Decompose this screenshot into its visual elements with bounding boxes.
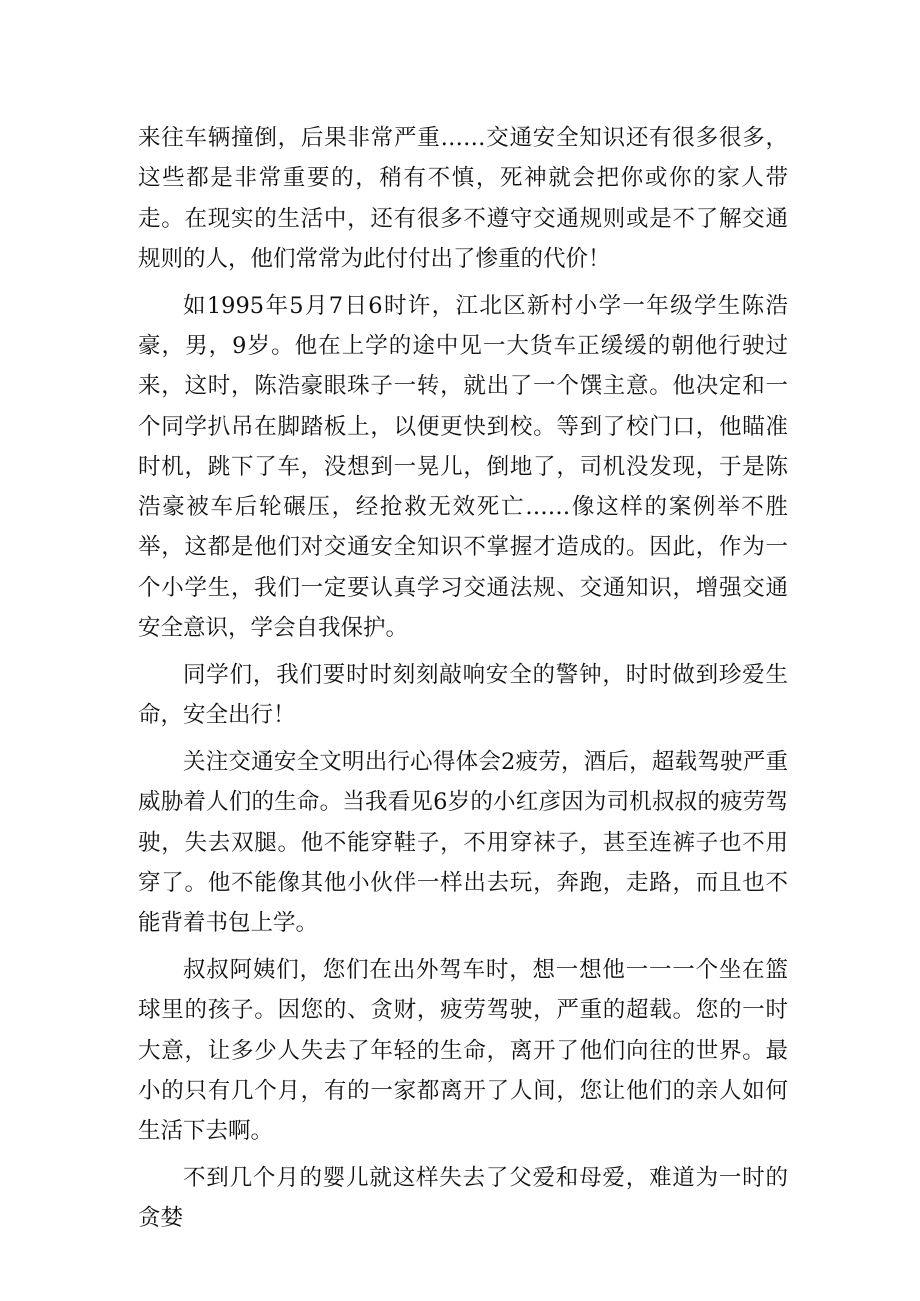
paragraph-1: 来往车辆撞倒，后果非常严重……交通安全知识还有很多很多，这些都是非常重要的，稍有不慎，死神就会把你或你的家人带走。在现实的生活中，还有很多不遵守交通规则或是不了解交通规则的人，他们常常为此付付出了惨重的代价！ — [138, 125, 788, 272]
paragraph-6: 不到几个月的婴儿就这样失去了父爱和母爱，难道为一时的贪婪 — [138, 1164, 788, 1232]
document-body — [138, 118, 788, 1245]
paragraph-5: 叔叔阿姨们，您们在出外驾车时，想一想他一一一个坐在篮球里的孩子。因您的、贪财，疲劳驾驶，严重的超载。您的一时大意，让多少人失去了年轻的生命，离开了他们向往的世界。最小的只有几个月，有的一家都离开了人间，您让他们的亲人如何生活下去啊。 — [138, 956, 788, 1145]
paragraph-3: 同学们，我们要时时刻刻敲响安全的警钟，时时做到珍爱生命，安全出行！ — [138, 661, 788, 729]
paragraph-4: 关注交通安全文明出行心得体会2疲劳，酒后，超载驾驶严重威胁着人们的生命。当我看见6岁的小红彦因为司机叔叔的疲劳驾驶，失去双腿。他不能穿鞋子，不用穿袜子，甚至连裤子也不用穿了。他不能像其他小伙伴一样出去玩，奔跑，走路，而且也不能背着书包上学。 — [138, 748, 788, 937]
paragraph-2: 如1995年5月7日6时许，江北区新村小学一年级学生陈浩豪，男，9岁。他在上学的途中见一大货车正缓缓的朝他行驶过来，这时，陈浩豪眼珠子一转，就出了一个馔主意。他决定和一个同学扒吊在脚踏板上，以便更快到校。等到了校门口，他瞄准时机，跳下了车，没想到一晃儿，倒地了，司机没发现，于是陈浩豪被车后轮碾压，经抢救无效死亡……像这样的案例举不胜举，这都是他们对交通安全知识不掌握才造成的。因此，作为一个小学生，我们一定要认真学习交通法规、交通知识，增强交通安全意识，学会自我保护。 — [138, 292, 788, 642]
